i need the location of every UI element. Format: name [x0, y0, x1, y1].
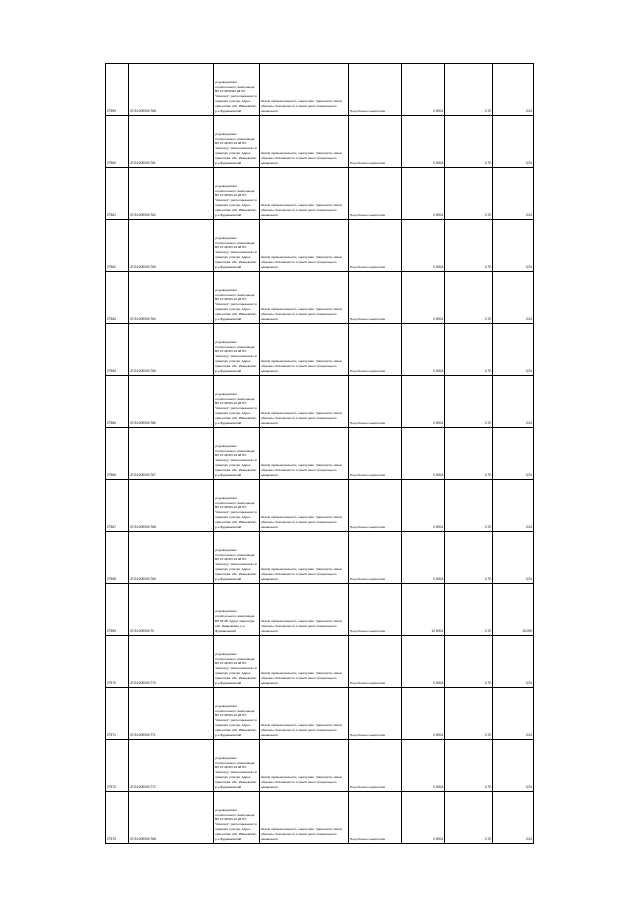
land-category-cell: Земли промышленности, энергетики, транспорта, связи, обороны, безопасности и земли иного специального назначения	[260, 636, 349, 688]
area-cell: 0,0004	[402, 792, 445, 844]
object-description-cell: угодоводомоно. отопительного газопровода ВЛ 10 кВ ВЛ 10 кВ ПС "Акцизод", расположенного в границах участка. Адрес ориентира: обл. Ивановская, р-н Фурмановский	[214, 220, 260, 272]
tax-cell: 0,04	[493, 688, 534, 740]
tax-cell: 0,04	[493, 428, 534, 480]
row-number-cell: 27564	[106, 324, 129, 376]
object-description-cell: угодоводомоно. отопительного газопровода ВЛ 10 кВ ВЛ 10 кВ ПС "Акцизод", расположенного в границах участка. Адрес ориентира: обл. Ивановская, р-н Фурмановский	[214, 168, 260, 220]
table-row	[106, 376, 534, 428]
cadastral-number-cell: 37:04:000000:771	[129, 688, 214, 740]
permitted-use-cell: Под объекты энергетики	[349, 168, 402, 220]
object-description-cell: угодоводомоно. отопительного газопровода ВЛ 10 кВ ВЛ 10 кВ ПС "Акцизод", расположенного в границах участка. Адрес ориентира: обл. Ивановская, р-н Фурмановский	[214, 740, 260, 792]
permitted-use-cell: Под объекты энергетики	[349, 324, 402, 376]
land-category-cell: Земли промышленности, энергетики, транспорта, связи, обороны, безопасности и земли иного специального назначения	[260, 584, 349, 636]
permitted-use-cell: Под объекты энергетики	[349, 64, 402, 116]
permitted-use-cell: Под объекты энергетики	[349, 220, 402, 272]
cadastral-number-cell: 37:04:000000:761	[129, 116, 214, 168]
permitted-use-cell: Под объекты энергетики	[349, 116, 402, 168]
rate-cell: 0,70	[445, 428, 493, 480]
area-cell: 0,0004	[402, 532, 445, 584]
area-cell: 0,0004	[402, 324, 445, 376]
area-cell: 0,0004	[402, 740, 445, 792]
cadastral-number-cell: 37:04:000000:772	[129, 740, 214, 792]
object-description-cell: угодоводомоно. отопительного газопровода ВЛ 10 кВ ВЛ 10 кВ ПС "Акцизод", расположенного в границах участка. Адрес ориентира: обл. Ивановская, р-н Фурмановский	[214, 792, 260, 844]
land-category-cell: Земли промышленности, энергетики, транспорта, связи, обороны, безопасности и земли иного специального назначения	[260, 220, 349, 272]
object-description-cell: угодоводомоно. отопительного газопровода ВЛ 10 кВ ВЛ 10 кВ ПС "Акцизод", расположенного в границах участка. Адрес ориентира: обл. Ивановская, р-н Фурмановский	[214, 532, 260, 584]
row-number-cell: 27573	[106, 792, 129, 844]
rate-cell: 0,70	[445, 584, 493, 636]
area-cell: 0,0004	[402, 636, 445, 688]
tax-cell: 0,04	[493, 792, 534, 844]
land-category-cell: Земли промышленности, энергетики, транспорта, связи, обороны, безопасности и земли иного специального назначения	[260, 688, 349, 740]
cadastral-number-cell: 37:04:000000:768	[129, 480, 214, 532]
cadastral-number-cell: 37:04:000000:766	[129, 376, 214, 428]
table-row	[106, 584, 534, 636]
object-description-cell: угодоводомоно. отопительного газопровода ВЛ 10 кВ ВЛ 10 кВ ПС "Акцизод", расположенного в границах участка. Адрес ориентира: обл. Ивановская, р-н Фурмановский	[214, 116, 260, 168]
row-number-cell: 27570	[106, 636, 129, 688]
land-category-cell: Земли промышленности, энергетики, транспорта, связи, обороны, безопасности и земли иного специального назначения	[260, 428, 349, 480]
rate-cell: 0,70	[445, 792, 493, 844]
area-cell: 0,0004	[402, 220, 445, 272]
tax-cell: 0,04	[493, 64, 534, 116]
area-cell: 0,0004	[402, 116, 445, 168]
row-number-cell: 27569	[106, 584, 129, 636]
table-row	[106, 532, 534, 584]
rate-cell: 0,70	[445, 480, 493, 532]
row-number-cell: 27561	[106, 168, 129, 220]
land-plot-table	[105, 63, 534, 844]
cadastral-number-cell: 37:04:000000:763	[129, 220, 214, 272]
row-number-cell: 27565	[106, 376, 129, 428]
object-description-cell: угодоводомоно. отопительного газопровода ВЛ 10 кВ ВЛ 10 кВ ПС "Акцизод", расположенного в границах участка. Адрес ориентира: обл. Ивановская, р-н Фурмановский	[214, 428, 260, 480]
tax-cell: 0,04	[493, 116, 534, 168]
row-number-cell: 27572	[106, 740, 129, 792]
permitted-use-cell: Под объекты энергетики	[349, 636, 402, 688]
tax-cell: 0,04	[493, 168, 534, 220]
rate-cell: 0,70	[445, 116, 493, 168]
table-row	[106, 636, 534, 688]
rate-cell: 0,70	[445, 272, 493, 324]
land-category-cell: Земли промышленности, энергетики, транспорта, связи, обороны, безопасности и земли иного специального назначения	[260, 64, 349, 116]
rate-cell: 0,70	[445, 64, 493, 116]
object-description-cell: угодоводомоно. отопительного газопровода ВЛ 10 кВ ВЛ 10 кВ ПС "Акцизод", расположенного в границах участка. Адрес ориентира: обл. Ивановская, р-н Фурмановский	[214, 324, 260, 376]
object-description-cell: угодоводомоно. отопительного газопровода ВЛ 10 кВ ВЛ 10 кВ ПС "Акцизод", расположенного в границах участка. Адрес ориентира: обл. Ивановская, р-н Фурмановский	[214, 272, 260, 324]
land-category-cell: Земли промышленности, энергетики, транспорта, связи, обороны, безопасности и земли иного специального назначения	[260, 272, 349, 324]
cadastral-number-cell: 37:04:000000:770	[129, 636, 214, 688]
tax-cell: 0,04	[493, 376, 534, 428]
object-description-cell: угодоводомоно. отопительного газопровода ВЛ 10 кВ ВЛ 10 кВ ПС "Акцизод", расположенного в границах участка. Адрес ориентира: обл. Ивановская, р-н Фурмановский	[214, 376, 260, 428]
table-row	[106, 428, 534, 480]
cadastral-number-cell: 37:04:000000:765	[129, 324, 214, 376]
area-cell: 0,0004	[402, 64, 445, 116]
tax-cell: 0,04	[493, 480, 534, 532]
object-description-cell: угодоводомоно. отопительного газопровода ВЛ 10 кВ ВЛ 10 кВ ПС "Акцизод", расположенного в границах участка. Адрес ориентира: обл. Ивановская, р-н Фурмановский	[214, 480, 260, 532]
permitted-use-cell: Под объекты энергетики	[349, 376, 402, 428]
rate-cell: 0,70	[445, 376, 493, 428]
row-number-cell: 27571	[106, 688, 129, 740]
area-cell: 0,0004	[402, 376, 445, 428]
cadastral-number-cell: 37:04:000000:768	[129, 792, 214, 844]
permitted-use-cell: Под объекты энергетики	[349, 272, 402, 324]
object-description-cell: угодоводомоно. отопительного газопровода ВЛ 10 кВ ВЛ10 кВ ПС "Акцизод", расположенного в границах участка. Адрес ориентира: обл. Ивановская, р-н Фурмановский	[214, 64, 260, 116]
tax-cell: 0,04	[493, 324, 534, 376]
table-row	[106, 64, 534, 116]
land-category-cell: Земли промышленности, энергетики, транспорта, связи, обороны, безопасности и земли иного специального назначения	[260, 168, 349, 220]
permitted-use-cell: Под объекты энергетики	[349, 792, 402, 844]
table-row	[106, 480, 534, 532]
land-category-cell: Земли промышленности, энергетики, транспорта, связи, обороны, безопасности и земли иного специального назначения	[260, 792, 349, 844]
area-cell: 0,0004	[402, 480, 445, 532]
row-number-cell: 27566	[106, 428, 129, 480]
cadastral-number-cell: 37:04:000000:70	[129, 584, 214, 636]
area-cell: 0,0004	[402, 168, 445, 220]
tax-cell: 0,04	[493, 740, 534, 792]
cadastral-number-cell: 37:04:000000:768	[129, 64, 214, 116]
permitted-use-cell: Под объекты энергетики	[349, 532, 402, 584]
cadastral-number-cell: 37:04:000000:764	[129, 272, 214, 324]
tax-cell: 0,04	[493, 220, 534, 272]
row-number-cell: 27568	[106, 532, 129, 584]
object-description-cell: угодоводомоно. отопительного газопровода ВЛ 10 кВ ВЛ 10 кВ ПС "Акцизод", расположенного в границах участка. Адрес ориентира: обл. Ивановская, р-н Фурмановский	[214, 636, 260, 688]
rate-cell: 0,70	[445, 688, 493, 740]
permitted-use-cell: Под объекты энергетики	[349, 584, 402, 636]
object-description-cell: угодоводомоно. отопительного газопровода ВЛ 10 кВ ВЛ 10 кВ ПС "Акцизод", расположенного в границах участка. Адрес ориентира: обл. Ивановская, р-н Фурмановский	[214, 688, 260, 740]
cadastral-number-cell: 37:04:000000:767	[129, 428, 214, 480]
permitted-use-cell: Под объекты энергетики	[349, 740, 402, 792]
permitted-use-cell: Под объекты энергетики	[349, 480, 402, 532]
rate-cell: 0,70	[445, 168, 493, 220]
object-description-cell: угодоводомоно. отопительного газопровода ВЛ 35 кВ. Адрес ориентира: обл. Ивановская, р-н Фурмановский	[214, 584, 260, 636]
land-category-cell: Земли промышленности, энергетики, транспорта, связи, обороны, безопасности и земли иного специального назначения	[260, 376, 349, 428]
area-cell: 0,0004	[402, 688, 445, 740]
table-row	[106, 220, 534, 272]
row-number-cell: 27560	[106, 116, 129, 168]
area-cell: 10,0004	[402, 584, 445, 636]
rate-cell: 0,70	[445, 532, 493, 584]
land-category-cell: Земли промышленности, энергетики, транспорта, связи, обороны, безопасности и земли иного специального назначения	[260, 116, 349, 168]
tax-cell: 0,04	[493, 272, 534, 324]
permitted-use-cell: Под объекты энергетики	[349, 688, 402, 740]
table-row	[106, 168, 534, 220]
row-number-cell: 27562	[106, 220, 129, 272]
table-row	[106, 792, 534, 844]
land-category-cell: Земли промышленности, энергетики, транспорта, связи, обороны, безопасности и земли иного специального назначения	[260, 324, 349, 376]
row-number-cell: 27563	[106, 272, 129, 324]
row-number-cell: 27559	[106, 64, 129, 116]
rate-cell: 0,70	[445, 636, 493, 688]
row-number-cell: 27567	[106, 480, 129, 532]
area-cell: 0,0004	[402, 428, 445, 480]
tax-cell: 0,04	[493, 636, 534, 688]
tax-cell: 10,000	[493, 584, 534, 636]
table-row	[106, 740, 534, 792]
cadastral-number-cell: 37:04:000000:769	[129, 532, 214, 584]
rate-cell: 0,70	[445, 220, 493, 272]
rate-cell: 0,70	[445, 324, 493, 376]
cadastral-number-cell: 37:04:000000:762	[129, 168, 214, 220]
land-category-cell: Земли промышленности, энергетики, транспорта, связи, обороны, безопасности и земли иного специального назначения	[260, 740, 349, 792]
table-row	[106, 116, 534, 168]
land-category-cell: Земли промышленности, энергетики, транспорта, связи, обороны, безопасности и земли иного специального назначения	[260, 532, 349, 584]
rate-cell: 0,70	[445, 740, 493, 792]
tax-cell: 0,04	[493, 532, 534, 584]
permitted-use-cell: Под объекты энергетики	[349, 428, 402, 480]
table-row	[106, 272, 534, 324]
land-category-cell: Земли промышленности, энергетики, транспорта, связи, обороны, безопасности и земли иного специального назначения	[260, 480, 349, 532]
table-row	[106, 324, 534, 376]
table-row	[106, 688, 534, 740]
area-cell: 0,0004	[402, 272, 445, 324]
